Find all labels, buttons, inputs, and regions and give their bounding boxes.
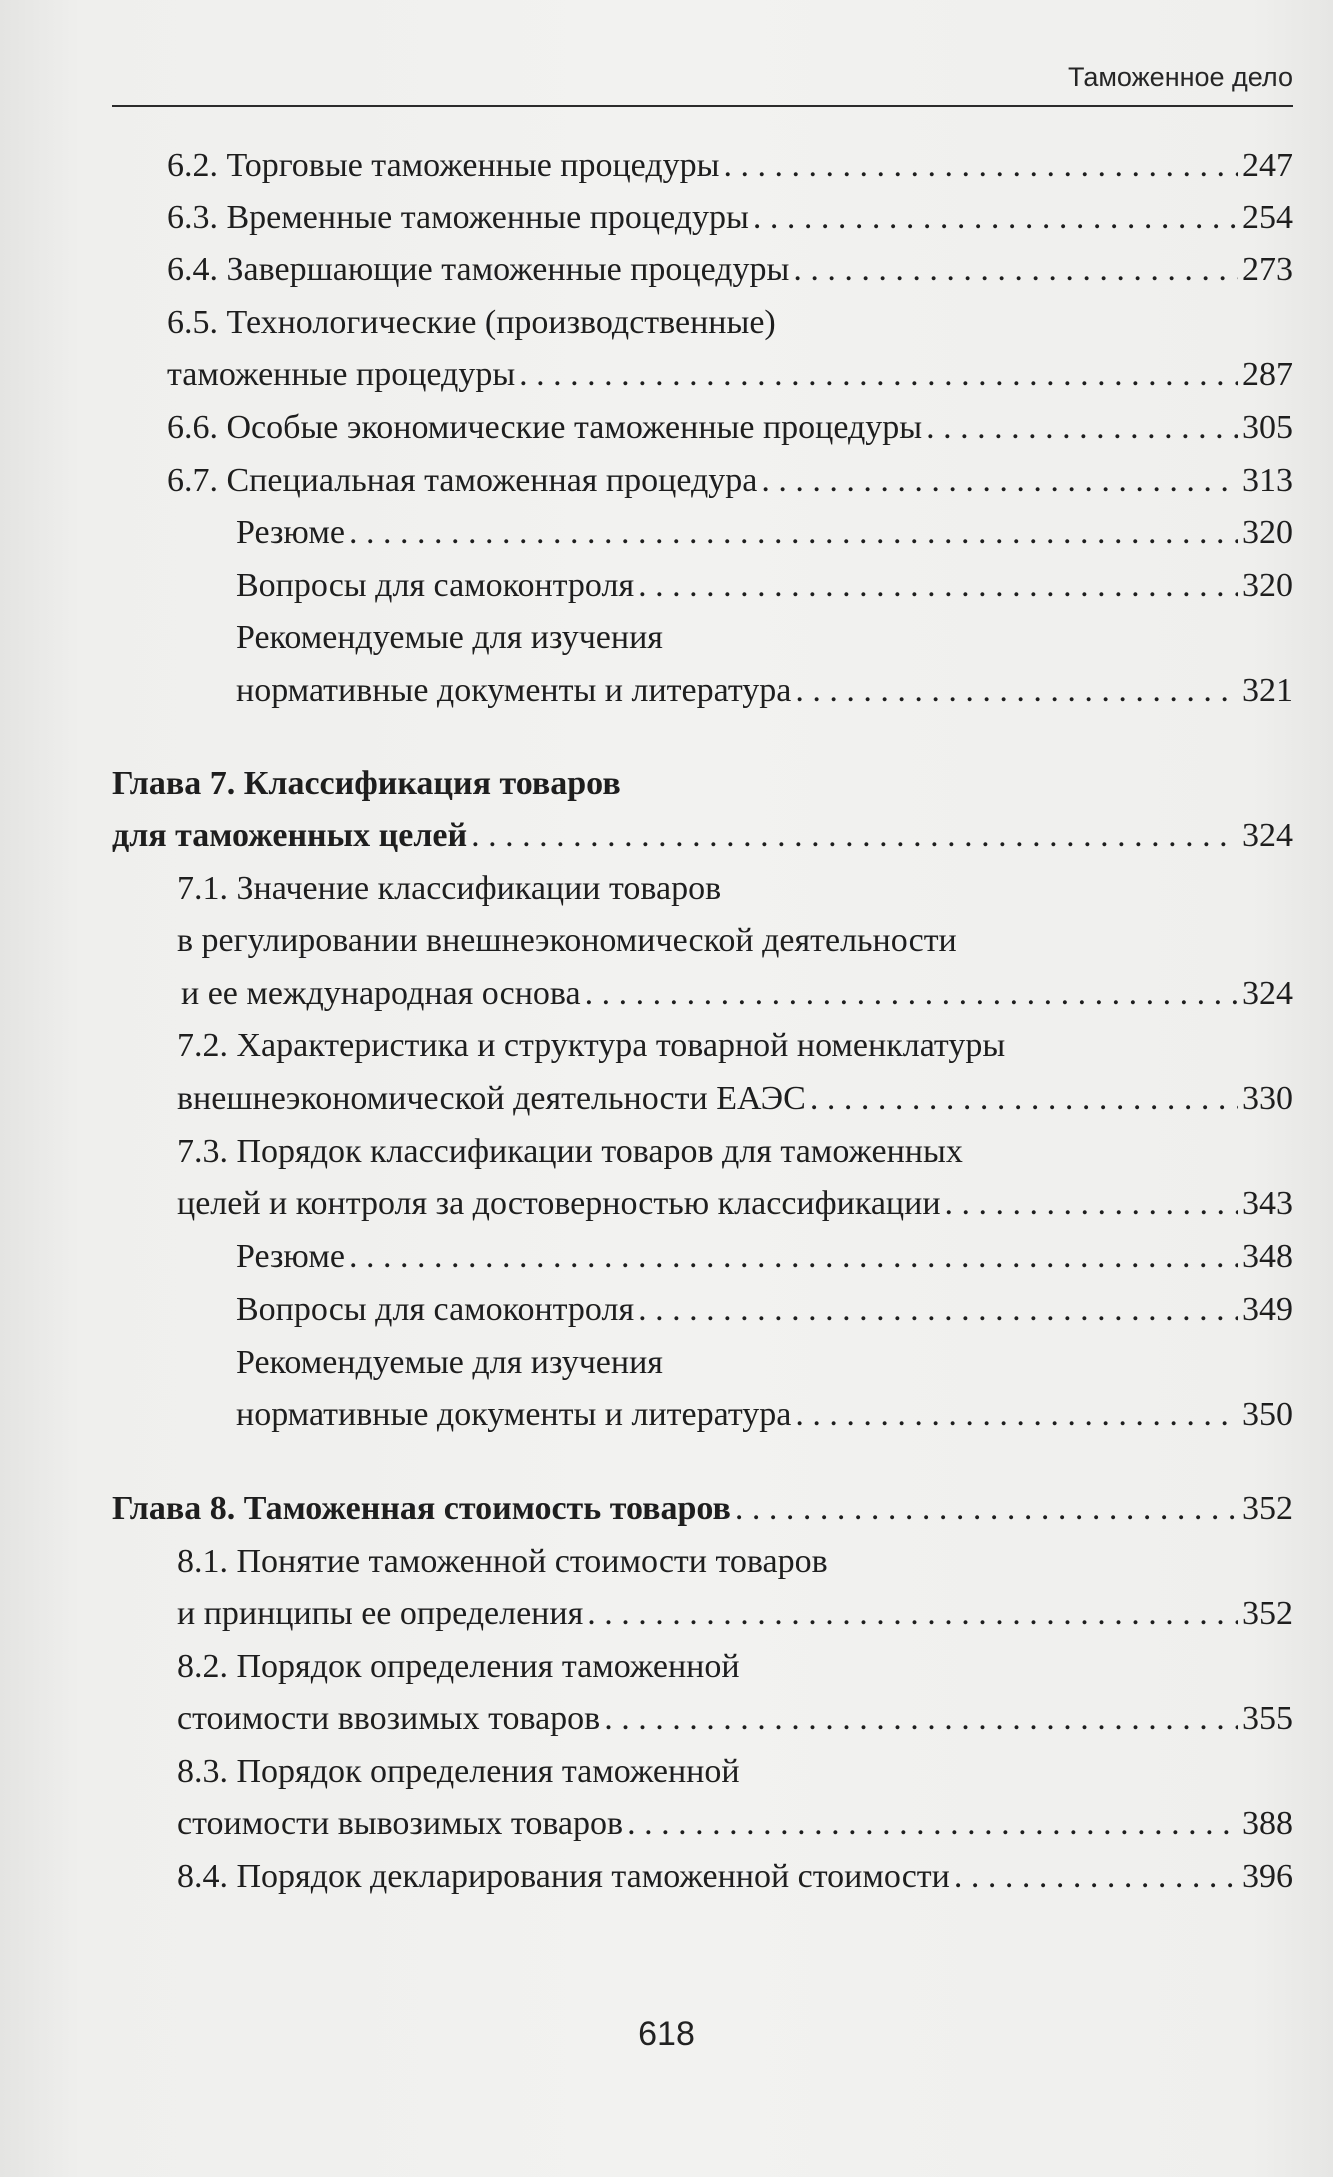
- toc-entry: таможенные процедуры . . . 287: [167, 353, 1293, 397]
- dot-leader: [735, 1487, 1238, 1531]
- toc-entry: 6.6. Особые экономические таможенные процедуры . . . 305: [167, 406, 1293, 450]
- toc-entry: внешнеэкономической деятельности ЕАЭС . . . 330: [177, 1077, 1293, 1121]
- dot-leader: [471, 814, 1238, 858]
- page-number: 324: [1242, 975, 1293, 1012]
- dot-leader: [795, 1393, 1238, 1437]
- page-number: 350: [1242, 1396, 1293, 1433]
- dot-leader: [926, 406, 1238, 450]
- toc-entry: 6.5. Технологические (производственные): [167, 304, 776, 341]
- toc-entry: и принципы ее определения . . . 352: [177, 1592, 1293, 1636]
- dot-leader: [587, 1592, 1238, 1636]
- chapter-heading: для таможенных целей . . . 324: [112, 814, 1293, 858]
- toc-entry: Резюме . . . 320: [236, 511, 1293, 555]
- toc-entry: 7.3. Порядок классификации товаров для таможенных: [177, 1133, 963, 1170]
- toc-entry: и ее международная основа . . . 324: [181, 972, 1293, 1016]
- toc-entry: в регулировании внешнеэкономической деятельности: [177, 922, 957, 959]
- dot-leader: [349, 1235, 1238, 1279]
- page-number: 355: [1242, 1700, 1293, 1737]
- page-number: 343: [1242, 1185, 1293, 1222]
- toc-entry: 8.3. Порядок определения таможенной: [177, 1753, 740, 1790]
- toc-entry: Рекомендуемые для изучения: [236, 1344, 663, 1381]
- toc-entry: 6.3. Временные таможенные процедуры . . . 254: [167, 196, 1293, 240]
- toc-entry: 7.1. Значение классификации товаров: [177, 870, 722, 907]
- page-number: 247: [1242, 147, 1293, 184]
- dot-leader: [810, 1077, 1238, 1121]
- dot-leader: [638, 1288, 1238, 1332]
- toc-entry: целей и контроля за достоверностью классификации . . . 343: [177, 1182, 1293, 1226]
- page-number: 352: [1242, 1490, 1293, 1527]
- page-number: 321: [1242, 672, 1293, 709]
- dot-leader: [723, 144, 1238, 188]
- page-number: 287: [1242, 356, 1293, 393]
- header-rule: [112, 105, 1293, 107]
- toc-entry: 6.4. Завершающие таможенные процедуры . . . 273: [167, 248, 1293, 292]
- dot-leader: [954, 1855, 1238, 1899]
- dot-leader: [604, 1697, 1238, 1741]
- toc-entry: стоимости ввозимых товаров . . . 355: [177, 1697, 1293, 1741]
- page-number: 348: [1242, 1238, 1293, 1275]
- toc-entry: стоимости вывозимых товаров . . . 388: [177, 1802, 1293, 1846]
- page-number: 388: [1242, 1805, 1293, 1842]
- toc-entry: нормативные документы и литература . . . 350: [236, 1393, 1293, 1437]
- toc-entry: 7.2. Характеристика и структура товарной номенклатуры: [177, 1027, 1006, 1064]
- dot-leader: [753, 196, 1238, 240]
- dot-leader: [795, 669, 1238, 713]
- page-number: 324: [1242, 817, 1293, 854]
- toc-entry: Рекомендуемые для изучения: [236, 619, 663, 656]
- page-number: 320: [1242, 514, 1293, 551]
- page-number: 349: [1242, 1291, 1293, 1328]
- toc-entry: 8.4. Порядок декларирования таможенной стоимости . . . 396: [177, 1855, 1293, 1899]
- toc-entry: Резюме . . . 348: [236, 1235, 1293, 1279]
- dot-leader: [519, 353, 1238, 397]
- dot-leader: [761, 459, 1238, 503]
- dot-leader: [945, 1182, 1238, 1226]
- toc-entry: нормативные документы и литература . . . 321: [236, 669, 1293, 713]
- running-head: Таможенное дело: [1068, 62, 1293, 92]
- page-number: 320: [1242, 567, 1293, 604]
- toc-entry: 8.2. Порядок определения таможенной: [177, 1648, 740, 1685]
- chapter-heading: Глава 7. Классификация товаров: [112, 765, 621, 802]
- page-number: 254: [1242, 199, 1293, 236]
- page-number: 396: [1242, 1858, 1293, 1895]
- toc-entry: 8.1. Понятие таможенной стоимости товаров: [177, 1543, 828, 1580]
- dot-leader: [793, 248, 1238, 292]
- dot-leader: [585, 972, 1238, 1016]
- page-number: 313: [1242, 462, 1293, 499]
- dot-leader: [627, 1802, 1238, 1846]
- toc-entry: 6.7. Специальная таможенная процедура . . . 313: [167, 459, 1293, 503]
- page-number: 352: [1242, 1595, 1293, 1632]
- page-number: 330: [1242, 1080, 1293, 1117]
- toc-entry: 6.2. Торговые таможенные процедуры . . . 247: [167, 144, 1293, 188]
- chapter-heading: Глава 8. Таможенная стоимость товаров . . . 352: [112, 1487, 1293, 1531]
- toc-entry: Вопросы для самоконтроля . . . 349: [236, 1288, 1293, 1332]
- dot-leader: [349, 511, 1238, 555]
- page-folio: 618: [638, 2015, 695, 2053]
- page-number: 273: [1242, 251, 1293, 288]
- page-number: 305: [1242, 409, 1293, 446]
- dot-leader: [638, 564, 1238, 608]
- toc-entry: Вопросы для самоконтроля . . . 320: [236, 564, 1293, 608]
